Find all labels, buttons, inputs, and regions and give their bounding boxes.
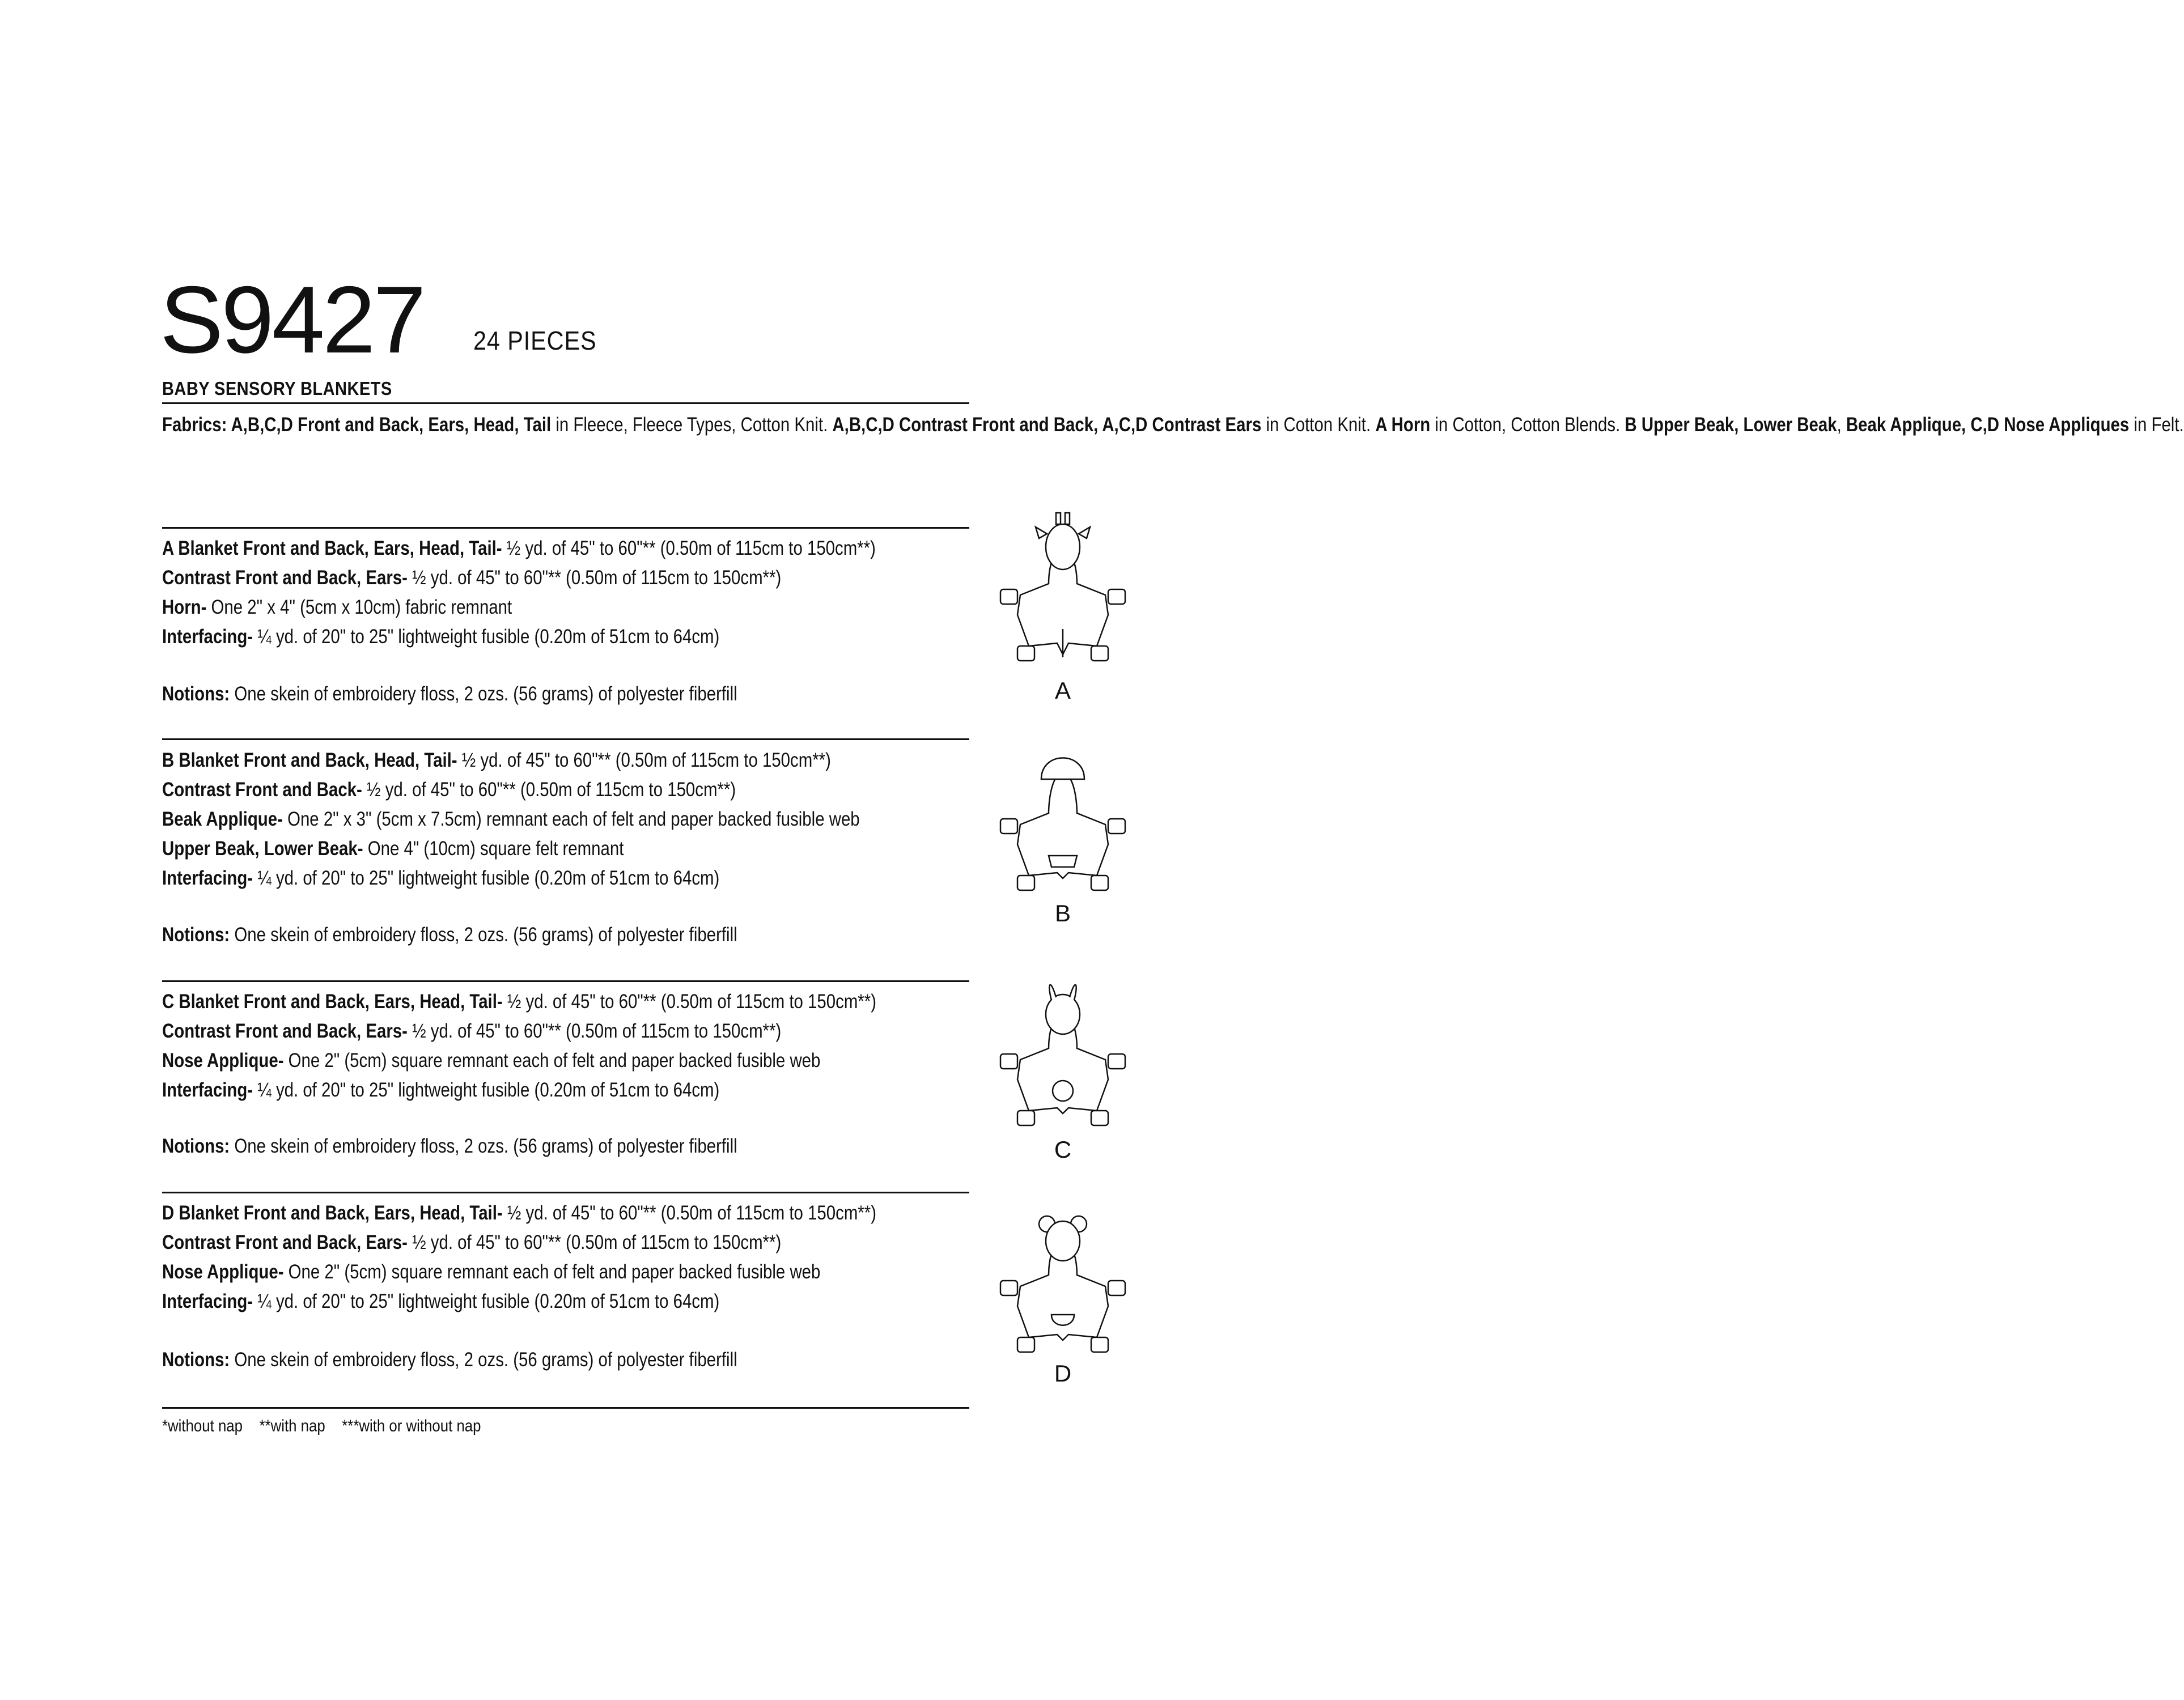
text-run: One 2" x 3" (5cm x 7.5cm) remnant each of felt and paper backed fusible web <box>282 808 860 830</box>
fabrics-paragraph <box>162 410 2184 440</box>
text-run: , <box>1837 414 1846 436</box>
requirement-line <box>162 563 876 593</box>
bold-run: Contrast Front and Back, A,C,D Contrast Ears <box>899 414 1262 436</box>
bold-run: A Horn <box>1375 414 1431 436</box>
bold-run: Fabrics: A,B,C,D Front and Back, Ears, Head, Tail <box>162 414 552 436</box>
requirement-line <box>162 1228 876 1257</box>
fabrics-line <box>162 414 894 436</box>
footnote: **with nap <box>259 1417 325 1435</box>
footnotes <box>162 1417 494 1436</box>
requirement-line <box>162 834 860 864</box>
pattern-number: S9427 <box>160 266 424 373</box>
requirement-line <box>162 1076 876 1105</box>
notions-label: Notions: <box>162 924 230 946</box>
text-run: ½ yd. of 45" to 60"** (0.50m of 115cm to 150cm**) <box>502 991 876 1013</box>
text-run: ½ yd. of 45" to 60"** (0.50m of 115cm to 150cm**) <box>407 1020 782 1042</box>
fabrics-line <box>1625 414 2183 436</box>
bold-run: Interfacing- <box>162 626 253 648</box>
text-run: ¼ yd. of 20" to 25" lightweight fusible (0.20m of 51cm to 64cm) <box>253 626 720 648</box>
requirement-line <box>162 593 876 622</box>
view-letter: A <box>1054 677 1071 704</box>
text-run: ¼ yd. of 20" to 25" lightweight fusible (0.20m of 51cm to 64cm) <box>253 1290 720 1312</box>
view-b-notions <box>162 924 737 946</box>
bold-run: A Blanket Front and Back, Ears, Head, Tail- <box>162 537 502 559</box>
bold-run: B Blanket Front and Back, Head, Tail- <box>162 749 457 771</box>
text-run: ½ yd. of 45" to 60"** (0.50m of 115cm to 150cm**) <box>502 1202 876 1224</box>
requirement-line <box>162 1287 876 1316</box>
divider <box>162 738 969 740</box>
view-b-illustration <box>995 740 1131 892</box>
pattern-title: BABY SENSORY BLANKETS <box>162 378 392 399</box>
bold-run: Interfacing- <box>162 1079 253 1101</box>
text-run: ½ yd. of 45" to 60"** (0.50m of 115cm to 150cm**) <box>362 779 736 801</box>
bold-run: A,B,C,D <box>832 414 894 436</box>
bold-run: Nose Applique- <box>162 1049 284 1072</box>
text-run: ½ yd. of 45" to 60"** (0.50m of 115cm to 150cm**) <box>407 567 782 589</box>
divider <box>162 980 969 982</box>
divider <box>162 527 969 529</box>
view-c-requirements <box>162 987 876 1105</box>
bold-run: Upper Beak, Lower Beak- <box>162 838 363 860</box>
text-run: ¼ yd. of 20" to 25" lightweight fusible (0.20m of 51cm to 64cm) <box>253 867 720 889</box>
text-run: One 4" (10cm) square felt remnant <box>363 838 624 860</box>
bold-run: Horn- <box>162 596 207 618</box>
footnote: ***with or without nap <box>342 1417 481 1435</box>
text-run: ½ yd. of 45" to 60"** (0.50m of 115cm to 150cm**) <box>502 537 876 559</box>
notions-text: One skein of embroidery floss, 2 ozs. (56 grams) of polyester fiberfill <box>230 1349 737 1371</box>
text-run: ½ yd. of 45" to 60"** (0.50m of 115cm to 150cm**) <box>457 749 831 771</box>
requirement-line <box>162 864 860 893</box>
view-letter: D <box>1054 1360 1072 1387</box>
bold-run: Beak Applique, C,D Nose Appliques <box>1846 414 2130 436</box>
text-run: in Cotton Knit. <box>1261 414 1376 436</box>
view-b-requirements <box>162 746 860 893</box>
text-run: ¼ yd. of 20" to 25" lightweight fusible (0.20m of 51cm to 64cm) <box>253 1079 720 1101</box>
footnote: *without nap <box>162 1417 243 1435</box>
notions-text: One skein of embroidery floss, 2 ozs. (56 grams) of polyester fiberfill <box>230 683 737 705</box>
view-a-requirements <box>162 534 876 652</box>
view-d-illustration <box>995 1201 1131 1354</box>
bold-run: Contrast Front and Back, Ears- <box>162 1020 408 1042</box>
requirement-line <box>162 534 876 563</box>
requirement-line <box>162 987 876 1017</box>
bold-run: C Blanket Front and Back, Ears, Head, Tail- <box>162 991 503 1013</box>
bold-run: Interfacing- <box>162 1290 253 1312</box>
notions-label: Notions: <box>162 1349 230 1371</box>
notions-label: Notions: <box>162 1135 230 1157</box>
notions-text: One skein of embroidery floss, 2 ozs. (56 grams) of polyester fiberfill <box>230 924 737 946</box>
view-a-illustration <box>995 510 1131 663</box>
requirement-line <box>162 1046 876 1076</box>
fabrics-line <box>899 414 1620 436</box>
text-run: One 2" (5cm) square remnant each of felt and paper backed fusible web <box>283 1049 821 1072</box>
text-run: in Cotton, Cotton Blends. <box>1430 414 1621 436</box>
divider <box>162 1407 969 1409</box>
bold-run: D Blanket Front and Back, Ears, Head, Tail- <box>162 1202 503 1224</box>
requirement-line <box>162 622 876 652</box>
view-c-notions <box>162 1135 737 1158</box>
text-run: ½ yd. of 45" to 60"** (0.50m of 115cm to 150cm**) <box>407 1231 782 1253</box>
bold-run: Contrast Front and Back, Ears- <box>162 567 408 589</box>
notions-label: Notions: <box>162 683 230 705</box>
bold-run: Beak Applique- <box>162 808 283 830</box>
requirement-line <box>162 746 860 775</box>
bold-run: B Upper Beak, Lower Beak <box>1625 414 1837 436</box>
requirement-line <box>162 1198 876 1228</box>
requirement-line <box>162 1257 876 1287</box>
view-a-notions <box>162 683 737 706</box>
bold-run: Interfacing- <box>162 867 253 889</box>
text-run: One 2" (5cm) square remnant each of felt and paper backed fusible web <box>283 1261 821 1283</box>
notions-text: One skein of embroidery floss, 2 ozs. (56 grams) of polyester fiberfill <box>230 1135 737 1157</box>
bold-run: Contrast Front and Back- <box>162 779 362 801</box>
requirement-line <box>162 775 860 805</box>
view-d-requirements <box>162 1198 876 1316</box>
text-run: in Fleece, Fleece Types, Cotton Knit. <box>551 414 833 436</box>
bold-run: Contrast Front and Back, Ears- <box>162 1231 408 1253</box>
requirement-line <box>162 805 860 834</box>
divider <box>162 1192 969 1193</box>
view-letter: C <box>1054 1136 1072 1163</box>
text-run: One 2" x 4" (5cm x 10cm) fabric remnant <box>206 596 512 618</box>
view-c-illustration <box>995 975 1131 1128</box>
piece-count: 24 PIECES <box>473 326 597 355</box>
requirement-line <box>162 1017 876 1046</box>
divider <box>162 402 969 404</box>
bold-run: Nose Applique- <box>162 1261 284 1283</box>
text-run: in Felt. <box>2129 414 2184 436</box>
view-letter: B <box>1054 900 1071 926</box>
view-d-notions <box>162 1349 737 1371</box>
